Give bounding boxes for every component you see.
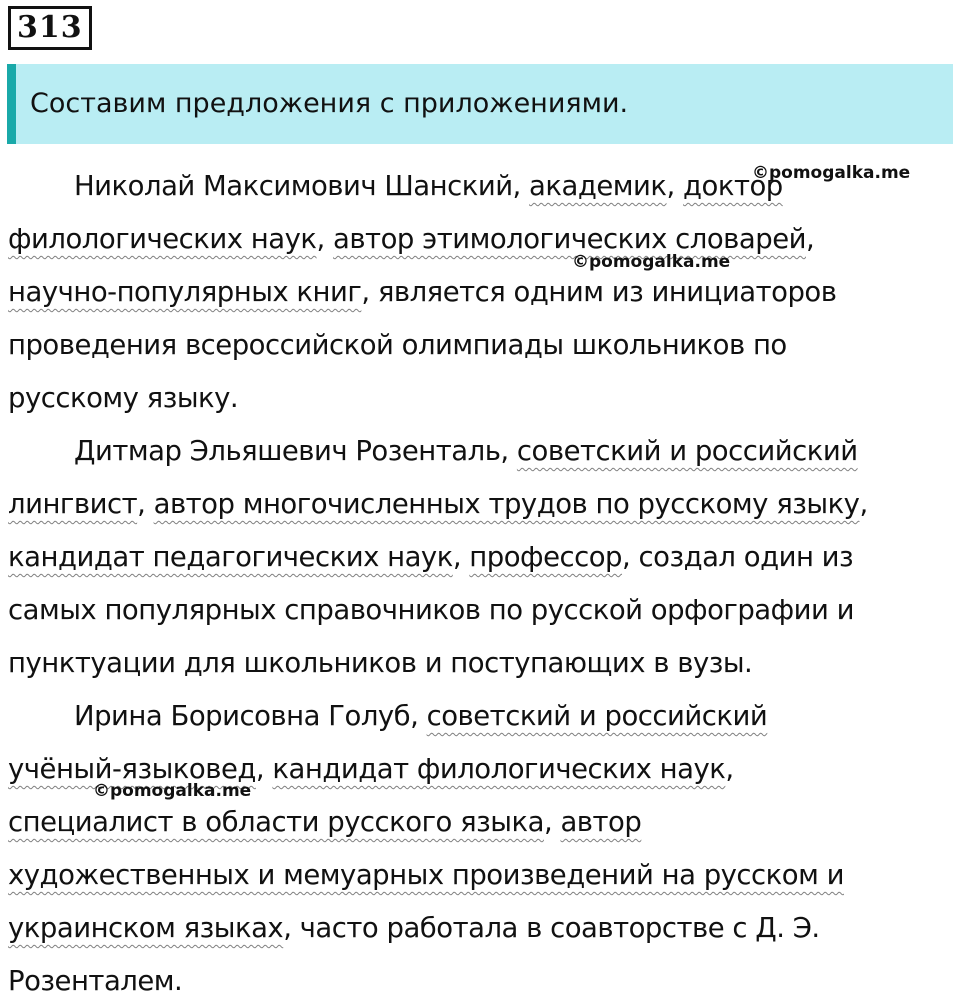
paragraph-line: пунктуации для школьников и поступающих в вузы.	[8, 647, 753, 679]
appositive: советский и российский	[426, 700, 768, 732]
appositive: лингвист	[8, 488, 138, 520]
paragraph-line	[8, 213, 956, 266]
appositive: научно-популярных книг	[8, 276, 362, 308]
appositive: советский и российский	[516, 435, 858, 467]
appositive: украинском языках	[8, 912, 284, 944]
paragraph-line	[8, 266, 956, 319]
text-fragment: ,	[725, 753, 734, 785]
paragraph-3	[8, 690, 956, 1008]
text-fragment: , часто работала в соавторстве с Д. Э.	[283, 912, 820, 944]
paragraph-1	[8, 160, 956, 425]
appositive: автор	[560, 806, 642, 838]
paragraph-line	[8, 478, 956, 531]
paragraph-2	[8, 425, 956, 690]
appositive: академик	[529, 170, 667, 202]
text-fragment: ,	[806, 223, 815, 255]
watermark: ©pomogalka.me	[752, 163, 911, 183]
task-banner	[7, 64, 953, 144]
appositive: автор этимологических словарей	[333, 223, 806, 255]
paragraph-line	[8, 796, 956, 849]
text-fragment: , создал один из	[622, 541, 854, 573]
appositive: автор многочисленных трудов по русскому языку	[153, 488, 860, 520]
text-fragment: Дитмар Эльяшевич Розенталь,	[74, 435, 517, 467]
task-text: Составим предложения с приложениями.	[30, 88, 629, 119]
paragraph-line: Розенталем.	[8, 965, 183, 997]
paragraph-line: проведения всероссийской олимпиады школьников по	[8, 329, 787, 361]
text-fragment: Ирина Борисовна Голуб,	[74, 700, 427, 732]
text-fragment: ,	[316, 223, 333, 255]
text-fragment: ,	[452, 541, 470, 573]
text-fragment: ,	[859, 488, 868, 520]
appositive: профессор	[469, 541, 623, 573]
text-fragment: ,	[543, 806, 561, 838]
paragraph-line	[8, 690, 956, 743]
appositive: кандидат филологических наук	[272, 753, 726, 785]
text-fragment: Николай Максимович Шанский,	[74, 170, 530, 202]
appositive: доктор	[683, 170, 783, 202]
paragraph-line: самых популярных справочников по русской орфографии и	[8, 594, 855, 626]
paragraph-line	[8, 425, 956, 478]
appositive: специалист в области русского языка	[8, 806, 544, 838]
appositive: кандидат педагогических наук	[8, 541, 453, 573]
appositive: художественных и мемуарных произведений на русском и	[8, 859, 844, 891]
paragraph-line	[8, 902, 956, 955]
watermark: ©pomogalka.me	[93, 781, 252, 801]
paragraph-line	[8, 531, 956, 584]
exercise-number: 313	[8, 6, 92, 50]
paragraph-line	[8, 849, 956, 902]
text-fragment: ,	[255, 753, 273, 785]
text-fragment: , является одним из инициаторов	[361, 276, 837, 308]
text-fragment: ,	[666, 170, 684, 202]
watermark: ©pomogalka.me	[572, 252, 731, 272]
text-fragment: ,	[137, 488, 154, 520]
appositive: учёный-языковед	[8, 753, 256, 785]
appositive: филологических наук	[8, 223, 317, 255]
paragraph-line: русскому языку.	[8, 382, 239, 414]
